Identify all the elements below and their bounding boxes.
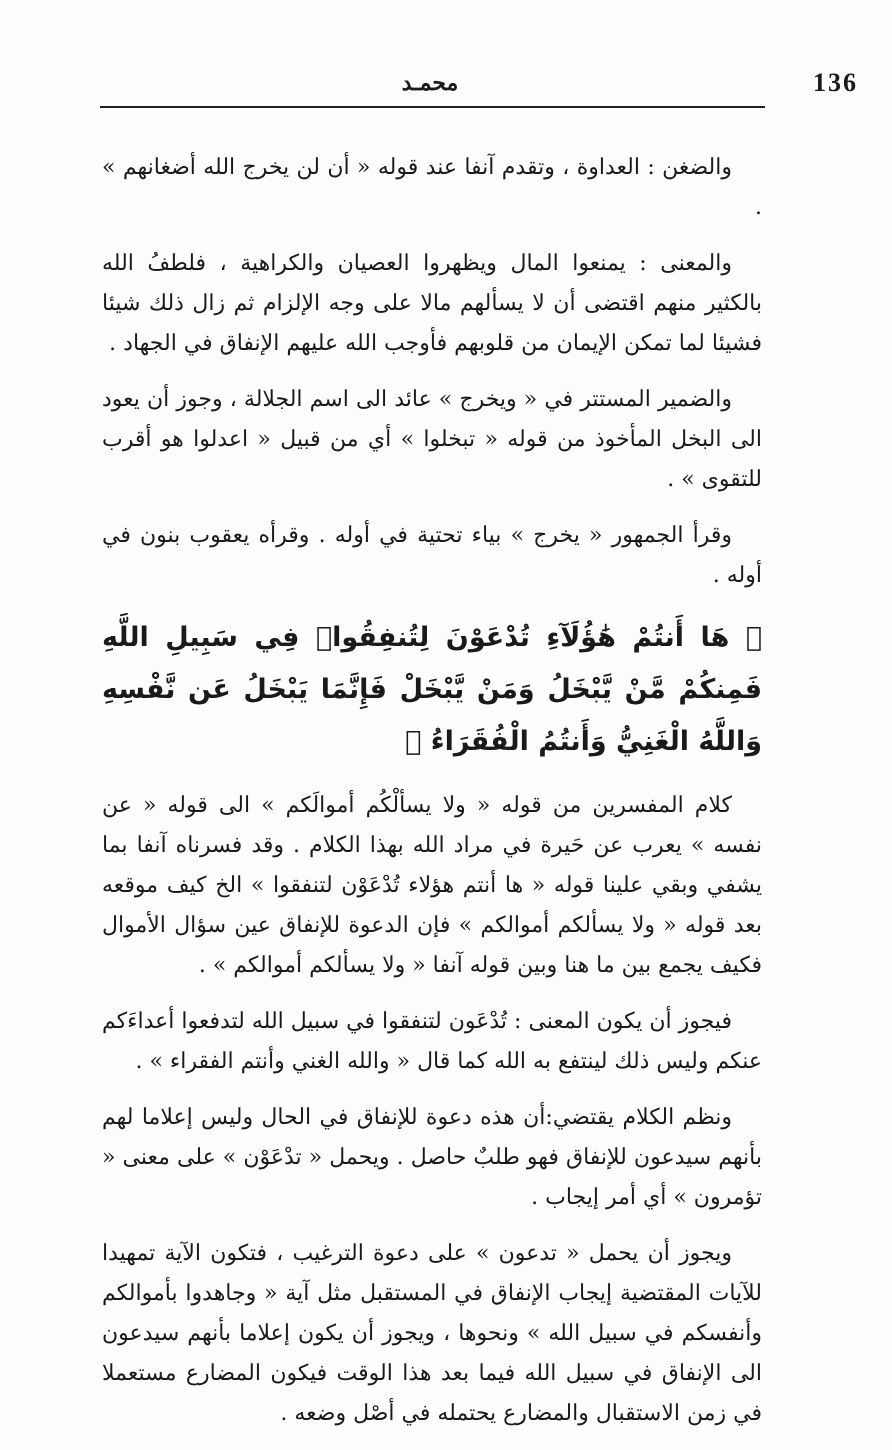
quran-verse: ﴿ هَا أَنتُمْ هَٰؤُلَآءِ تُدْعَوْنَ لِتُنفِقُوا۟ فِي سَبِيلِ اللَّهِ فَمِنكُمْ مَّنْ يَّبْخَلُ وَمَنْ يَّبْخَلْ فَإِنَّمَا يَبْخَلُ عَن نَّفْسِهِ وَاللَّهُ الْغَنِيُّ وَأَنتُمُ الْفُقَرَاءُ ﴾	[102, 622, 762, 757]
paragraph: ونظم الكلام يقتضي:أن هذه دعوة للإنفاق في الحال وليس إعلاما لهم بأنهم سيدعون للإنفاق فهو طلبٌ حاصل . ويحمل « تدْعَوْن » على معنى « تؤمرون » أي أمر إيجاب .	[102, 1105, 762, 1210]
page-number: 136	[813, 68, 858, 97]
paragraph: ويجوز أن يحمل « تدعون » على دعوة الترغيب ، فتكون الآية تمهيدا للآيات المقتضية إيجاب الإنفاق في المستقبل مثل آية « وجاهدوا بأموالكم وأنفسكم في سبيل الله » ونحوها ، ويجوز أن يكون إعلاما بأنهم سيدعون الى الإنفاق في سبيل الله فيما بعد هذا الوقت فيكون المضارع مستعملا في زمن الاستقبال والمضارع يحتمله في أصْل وضعه .	[102, 1241, 762, 1426]
page-body	[102, 148, 762, 1450]
paragraph: كلام المفسرين من قوله « ولا يسألْكُم أموالَكم » الى قوله « عن نفسه » يعرب عن حَيرة في مراد الله بهذا الكلام . وقد فسرناه آنفا بما يشفي وبقي علينا قوله « ها أنتم هؤلاء تُدْعَوْن لتنفقوا » الخ كيف موقعه بعد قوله « ولا يسألكم أموالكم » فإن الدعوة للإنفاق عين سؤال الأموال فكيف يجمع بين ما هنا وبين قوله آنفا « ولا يسألكم أموالكم » .	[102, 793, 762, 978]
header-rule	[100, 106, 765, 108]
paragraph: والمعنى : يمنعوا المال ويظهروا العصيان والكراهية ، فلطفُ الله بالكثير منهم اقتضى أن لا يسألهم مالا على وجه الإلزام ثم زال ذلك شيئا فشيئا لما تمكن الإيمان من قلوبهم فأوجب الله عليهم الإنفاق في الجهاد .	[102, 251, 762, 356]
page-header	[100, 62, 858, 106]
paragraph: وقرأ الجمهور « يخرج » بياء تحتية في أوله . وقرأه يعقوب بنون في أوله .	[102, 523, 762, 588]
running-title: محمـد	[401, 70, 459, 96]
paragraph: والضغن : العداوة ، وتقدم آنفا عند قوله « أن لن يخرج الله أضغانهم » .	[102, 155, 762, 220]
paragraph: والضمير المستتر في « ويخرج » عائد الى اسم الجلالة ، وجوز أن يعود الى البخل المأخوذ من قوله « تبخلوا » أي من قبيل « اعدلوا هو أقرب للتقوى » .	[102, 387, 762, 492]
paragraph: فيجوز أن يكون المعنى : تُدْعَون لتنفقوا في سبيل الله لتدفعوا أعداءَكم عنكم وليس ذلك لينتفع به الله كما قال « والله الغني وأنتم الفقراء » .	[102, 1009, 762, 1074]
